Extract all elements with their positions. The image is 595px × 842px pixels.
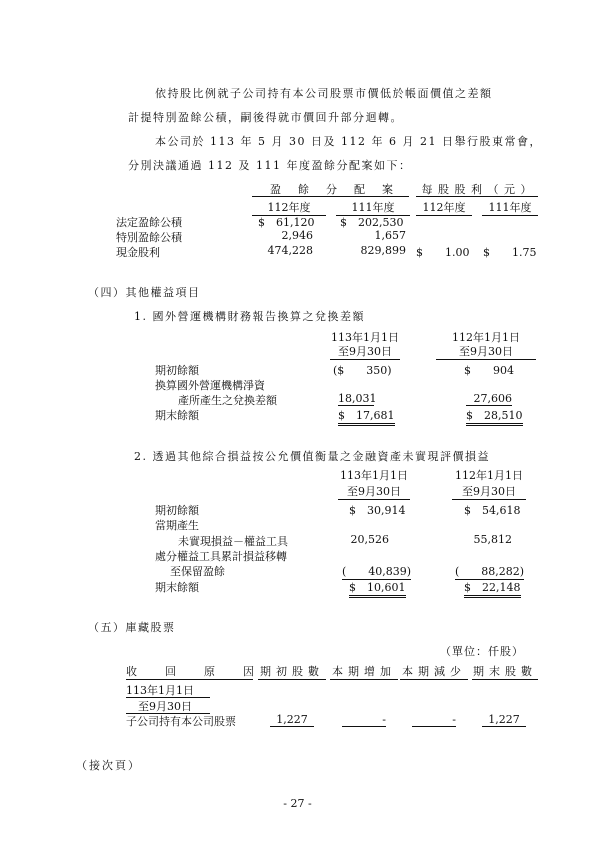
cell: $ 30,914 xyxy=(349,504,406,517)
group-underline-2 xyxy=(416,196,538,197)
paragraph-line-2: 計提特別盈餘公積，嗣後得就市價回升部分迴轉。 xyxy=(128,111,403,124)
section-5-heading: （五）庫藏股票 xyxy=(88,621,176,634)
group-underline-1 xyxy=(252,196,409,197)
cell: $ 17,681 xyxy=(338,407,395,426)
section-4-heading: （四）其他權益項目 xyxy=(88,286,201,299)
continued-note: （接次頁） xyxy=(76,759,141,772)
col-header-reason: 收 回 原 因 xyxy=(126,665,256,678)
col-a-header-2: 至9月30日 xyxy=(330,343,400,360)
row-label: 當期產生 xyxy=(155,519,199,532)
cell: 20,526 xyxy=(350,533,389,546)
row-label: 期初餘額 xyxy=(155,504,199,517)
col-header-3: 112年度 xyxy=(416,199,472,216)
row-label-cash-dividend: 現金股利 xyxy=(116,246,160,259)
cell: 18,031 xyxy=(338,392,377,405)
cell: 1,227 xyxy=(482,713,526,727)
col-header-closing: 期末股數 xyxy=(473,665,537,678)
cell: 1,657 xyxy=(374,229,406,242)
cell: ($ 350) xyxy=(333,364,392,377)
period-line-1: 113年1月1日 xyxy=(126,684,194,697)
cell: $ 1.00 xyxy=(416,246,470,259)
col-b-header-1: 112年1月1日 xyxy=(455,469,523,482)
col-a-header-1: 113年1月1日 xyxy=(331,331,399,344)
cell: $ 22,148 xyxy=(464,579,521,598)
col-header-1: 112年度 xyxy=(252,199,326,216)
cell: 55,812 xyxy=(473,533,512,546)
cell: 474,228 xyxy=(267,244,313,257)
row-label: 期末餘額 xyxy=(155,409,199,422)
paragraph-line-3: 本公司於 113 年 5 月 30 日及 112 年 6 月 21 日舉行股東常會， xyxy=(155,135,542,148)
row-label: 產所產生之兌換差額 xyxy=(178,394,277,407)
cell: ( 40,839) xyxy=(342,565,412,578)
cell: - xyxy=(412,713,456,727)
paragraph-line-1: 依持股比例就子公司持有本公司股票市價低於帳面價值之差額 xyxy=(155,87,493,100)
col-b-header-1: 112年1月1日 xyxy=(452,331,520,344)
cell: $ 1.75 xyxy=(483,246,537,259)
col-header-opening: 期初股數 xyxy=(260,665,324,678)
cell: ( 88,282) xyxy=(455,565,525,578)
row-label: 期末餘額 xyxy=(155,581,199,594)
cell: 2,946 xyxy=(281,229,313,242)
row-label-special-reserve: 特別盈餘公積 xyxy=(116,231,182,244)
row-label: 期初餘額 xyxy=(155,364,199,377)
cell: $ 904 xyxy=(464,364,514,377)
cell: 1,227 xyxy=(270,713,314,727)
row-label: 至保留盈餘 xyxy=(170,565,225,578)
paragraph-line-4: 分別決議通過 112 及 111 年度盈餘分配案如下： xyxy=(128,159,412,172)
group-header-distribution: 盈 餘 分 配 案 xyxy=(270,183,396,196)
cell: 27,606 xyxy=(466,392,512,406)
col-a-header-2: 至9月30日 xyxy=(338,483,410,500)
cell: $ 54,618 xyxy=(464,504,521,517)
row-label-legal-reserve: 法定盈餘公積 xyxy=(116,216,182,229)
sub2-title: 2. 透過其他綜合損益按公允價值衡量之金融資產未實現評價損益 xyxy=(134,450,490,463)
cell: $ 28,510 xyxy=(466,407,523,426)
col-header-decrease: 本期減少 xyxy=(402,665,466,678)
cell: 829,899 xyxy=(360,244,406,257)
row-label-subsidiary-holding: 子公司持有本公司股票 xyxy=(126,715,236,728)
col-header-4: 111年度 xyxy=(482,199,538,216)
cell: $ 10,601 xyxy=(349,579,406,598)
group-header-dividend-per-share: 每 股 股 利 （ 元 ） xyxy=(421,183,533,196)
col-a-header-1: 113年1月1日 xyxy=(340,469,408,482)
period-line-2: 至9月30日 xyxy=(138,700,192,713)
unit-label: （單位：仟股） xyxy=(440,645,524,658)
row-label: 未實現損益－權益工具 xyxy=(178,535,288,548)
row-label: 處分權益工具累計損益移轉 xyxy=(155,550,287,563)
col-b-header-2: 至9月30日 xyxy=(436,343,536,360)
col-header-increase: 本期增加 xyxy=(332,665,396,678)
row-label: 換算國外營運機構淨資 xyxy=(155,379,265,392)
col-header-2: 111年度 xyxy=(336,199,410,216)
col-b-header-2: 至9月30日 xyxy=(452,483,526,500)
cell: - xyxy=(342,713,386,727)
page-number: - 27 - xyxy=(283,797,312,810)
sub1-title: 1. 國外營運機構財務報告換算之兌換差額 xyxy=(134,310,365,323)
cell: $ 202,530 xyxy=(340,216,404,229)
cell: $ 61,120 xyxy=(258,216,315,229)
